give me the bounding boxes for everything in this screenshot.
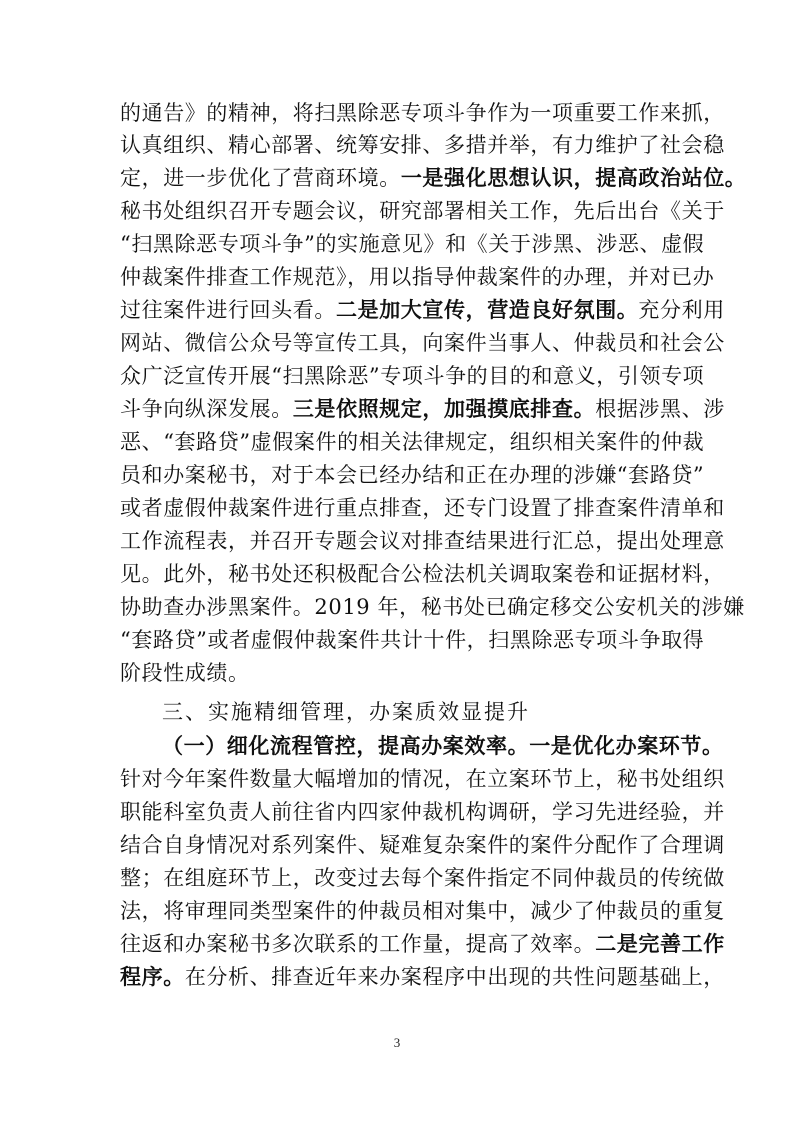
- text-line: [120, 764, 725, 794]
- text-run: 阶段性成绩。: [120, 661, 250, 685]
- section-heading: [162, 697, 676, 727]
- text-run: 的通告》的精神，将扫黑除恶专项斗争作为一项重要工作来抓，: [120, 101, 725, 125]
- text-line: [120, 328, 725, 358]
- text-line: [120, 361, 705, 391]
- text-line: [120, 526, 725, 556]
- text-run: 协助查办涉黑案件。2019 年，秘书处已确定移交公安机关的涉嫌: [120, 595, 745, 619]
- text-run: 仲裁案件排查工作规范》，用以指导仲裁案件的办理，并对已办: [120, 265, 715, 289]
- text-line: [120, 830, 725, 860]
- text-line: [120, 427, 705, 457]
- text-run: 秘书处组织召开专题会议，研究部署相关工作，先后出台《关于: [120, 199, 725, 223]
- bold-lead-phrase: （一）细化流程管控，提高办案效率。一是优化办案环节。: [162, 733, 724, 758]
- text-run: 往返和办案秘书多次联系的工作量，提高了效率。: [120, 932, 596, 956]
- text-run: 根据涉黑、涉: [595, 397, 725, 421]
- text-run: 认真组织、精心部署、统筹安排、多措并举，有力维护了社会稳: [120, 133, 725, 157]
- text-run: 网站、微信公众号等宣传工具，向案件当事人、仲裁员和社会公: [120, 331, 725, 355]
- text-line: [120, 658, 676, 688]
- text-line: [162, 731, 724, 761]
- text-line: [120, 559, 725, 589]
- text-run: 过往案件进行回头看。: [120, 298, 336, 322]
- text-line: [120, 130, 725, 160]
- text-line: [120, 493, 725, 523]
- text-line: [120, 625, 705, 655]
- bold-lead-phrase: 程序。: [120, 964, 185, 989]
- text-run: “扫黑除恶专项斗争”的实施意见》和《关于涉黑、涉恶、虚假: [120, 232, 705, 256]
- bold-lead-phrase: 二是完善工作: [595, 931, 725, 956]
- text-line: [120, 394, 725, 424]
- text-run: 或者虚假仲裁案件进行重点排查，还专门设置了排查案件清单和: [120, 496, 725, 520]
- text-line: [120, 962, 725, 992]
- text-line: [120, 929, 725, 959]
- text-run: 定，进一步优化了营商环境。: [120, 166, 401, 190]
- text-line: [120, 460, 705, 490]
- text-run: 法，将审理同类型案件的仲裁员相对集中，减少了仲裁员的重复: [120, 899, 725, 923]
- bold-lead-phrase: 二是加大宣传，营造良好氛围。: [336, 297, 639, 322]
- text-run: 充分利用: [638, 298, 725, 322]
- text-line: [120, 196, 725, 226]
- text-line: [120, 163, 747, 193]
- text-run: 斗争向纵深发展。: [120, 397, 293, 421]
- section-heading-text: 三、实施精细管理，办案质效显提升: [162, 700, 530, 724]
- text-run: 见。此外，秘书处还积极配合公检法机关调取案卷和证据材料，: [120, 562, 725, 586]
- page-number: 3: [393, 1035, 401, 1050]
- text-run: 恶、“套路贷”虚假案件的相关法律规定，组织相关案件的仲裁: [120, 430, 705, 454]
- text-run: 员和办案秘书，对于本会已经办结和正在办理的涉嫌“套路贷”: [120, 463, 705, 487]
- text-run: 整；在组庭环节上，改变过去每个案件指定不同仲裁员的传统做: [120, 866, 725, 890]
- text-run: 工作流程表，并召开专题会议对排查结果进行汇总，提出处理意: [120, 529, 725, 553]
- text-run: 针对今年案件数量大幅增加的情况，在立案环节上，秘书处组织: [120, 767, 725, 791]
- text-line: [120, 295, 725, 325]
- text-run: 在分析、排查近年来办案程序中出现的共性问题基础上，: [184, 965, 725, 989]
- text-run: 职能科室负责人前往省内四家仲裁机构调研，学习先进经验，并: [120, 800, 725, 824]
- text-line: [120, 592, 745, 622]
- text-line: [120, 797, 725, 827]
- text-line: [120, 98, 725, 128]
- bold-lead-phrase: 一是强化思想认识，提高政治站位。: [400, 165, 747, 190]
- text-run: 众广泛宣传开展“扫黑除恶”专项斗争的目的和意义，引领专项: [120, 364, 705, 388]
- text-line: [120, 262, 715, 292]
- text-run: 结合自身情况对系列案件、疑难复杂案件的案件分配作了合理调: [120, 833, 725, 857]
- text-line: [120, 863, 725, 893]
- text-line: [120, 229, 705, 259]
- bold-lead-phrase: 三是依照规定，加强摸底排查。: [292, 396, 596, 421]
- text-line: [120, 896, 725, 926]
- text-run: “套路贷”或者虚假仲裁案件共计十件，扫黑除恶专项斗争取得: [120, 628, 705, 652]
